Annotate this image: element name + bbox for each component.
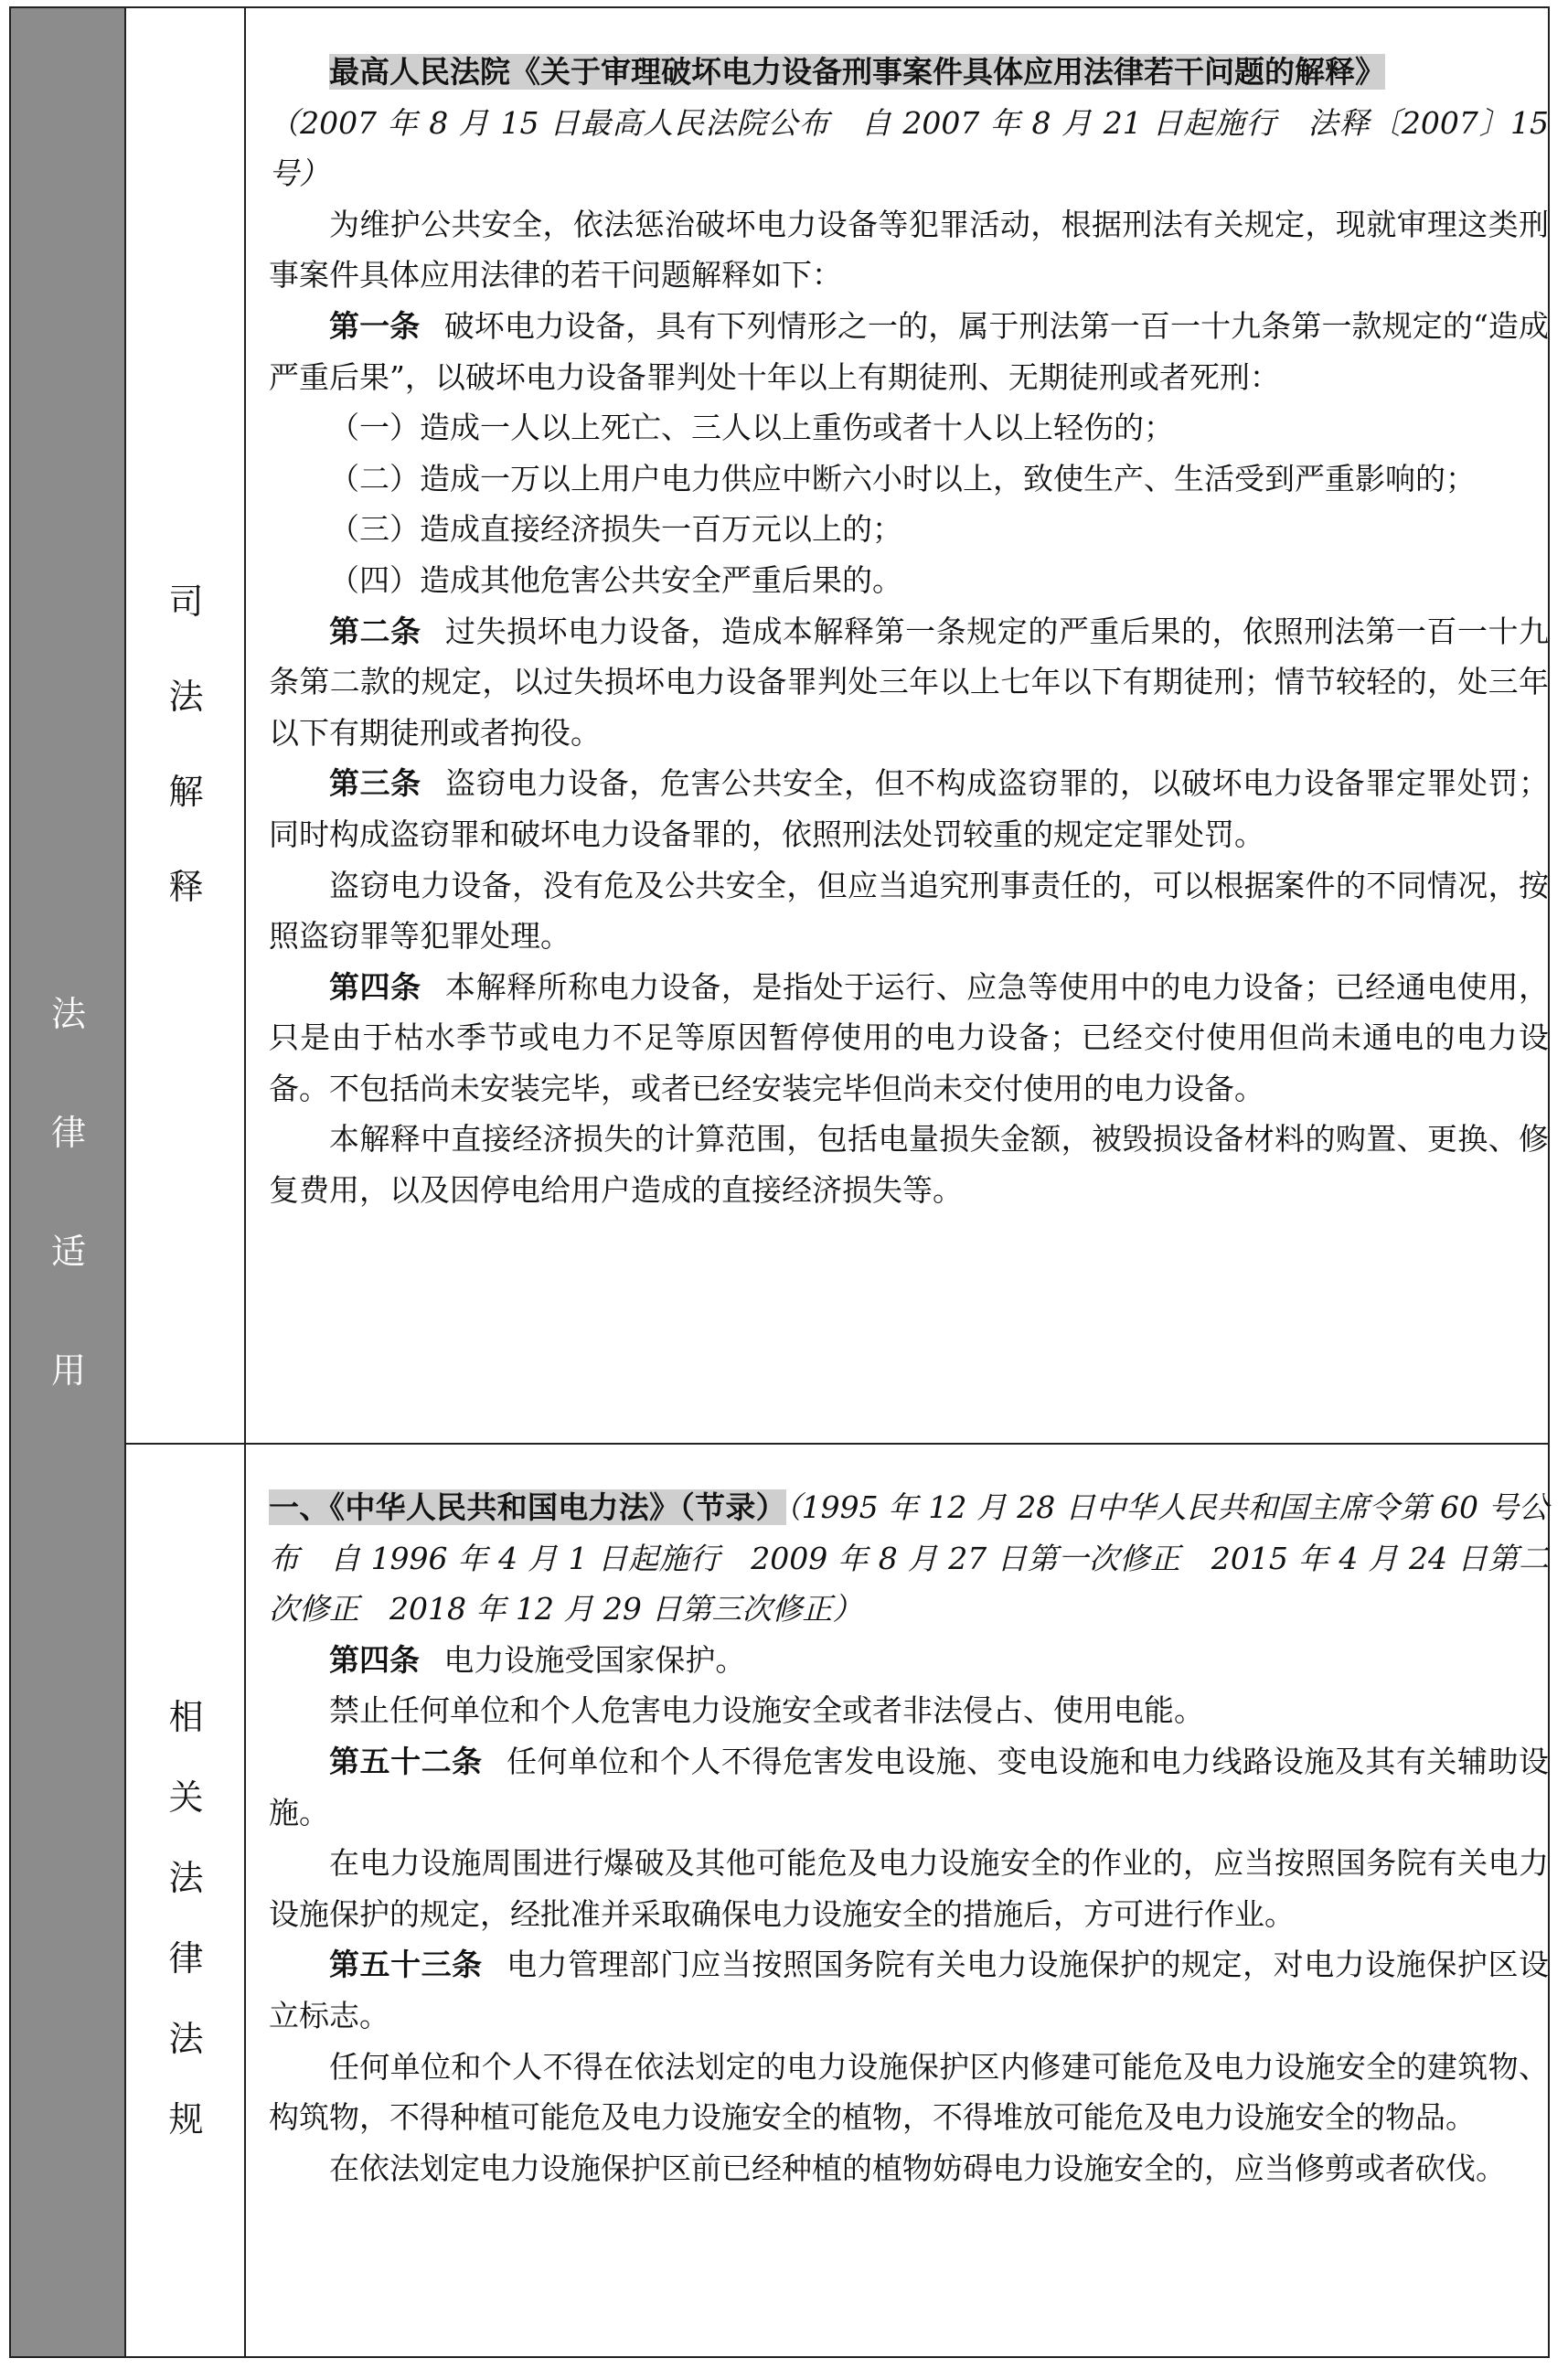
section2-article-4: 第四条 电力设施受国家保护。 <box>329 1641 746 1678</box>
article-label: 第二条 <box>329 613 421 649</box>
list-item: （四）造成其他危害公共安全严重后果的。 <box>329 561 902 598</box>
section2-label: 相 关 法 律 法 规 <box>168 1697 204 2140</box>
section2-article-52: 第五十二条 任何单位和个人不得危害发电设施、变电设施和电力线路设施及其有关辅助设施。 <box>269 1743 1550 1830</box>
section1-intro: 为维护公共安全，依法惩治破坏电力设备等犯罪活动，根据刑法有关规定，现就审理这类刑事案件具体应用法律的若干问题解释如下： <box>269 206 1549 293</box>
section1-article-2: 第二条 过失损坏电力设备，造成本解释第一条规定的严重后果的，依照刑法第一百一十九条第二款的规定，以过失损坏电力设备罪判处三年以上七年以下有期徒刑；情节较轻的，处三年以下有期徒刑或者拘役。 <box>269 613 1550 751</box>
section2-content <box>269 1482 1549 2193</box>
section1-label: 司 法 解 释 <box>168 582 204 907</box>
law-table <box>9 6 1550 2358</box>
section2-article-53-para: 任何单位和个人不得在依法划定的电力设施保护区内修建可能危及电力设施安全的建筑物、构筑物，不得种植可能危及电力设施安全的植物，不得堆放可能危及电力设施安全的物品。 <box>269 2048 1549 2136</box>
section2-article-53-para: 在依法划定电力设施保护区前已经种植的植物妨碍电力设施安全的，应当修剪或者砍伐。 <box>329 2150 1506 2186</box>
row-divider <box>126 1443 1550 1445</box>
outer-category-column <box>11 8 126 2356</box>
section1-article-4: 第四条 本解释所称电力设备，是指处于运行、应急等使用中的电力设备；已经通电使用，只是由于枯水季节或电力不足等原因暂停使用的电力设备；已经交付使用但尚未通电的电力设备。不包括尚未安装完毕，或者已经安装完毕但尚未交付使用的电力设备。 <box>269 968 1550 1106</box>
article-label: 第五十二条 <box>329 1743 483 1779</box>
section2-article-52-para: 在电力设施周围进行爆破及其他可能危及电力设施安全的作业的，应当按照国务院有关电力设施保护的规定，经批准并采取确保电力设施安全的措施后，方可进行作业。 <box>269 1845 1549 1932</box>
article-label: 第一条 <box>329 307 421 344</box>
list-item: （一）造成一人以上死亡、三人以上重伤或者十人以上轻伤的； <box>329 410 1174 446</box>
section2-article-53: 第五十三条 电力管理部门应当按照国务院有关电力设施保护的规定，对电力设施保护区设立标志。 <box>269 1947 1550 2033</box>
section1-title: 最高人民法院《关于审理破坏电力设备刑事案件具体应用法律若干问题的解释》 <box>329 54 1385 90</box>
list-item: （二）造成一万以上用户电力供应中断六小时以上，致使生产、生活受到严重影响的； <box>329 460 1476 496</box>
section2-title: 一、《中华人民共和国电力法》（节录） <box>269 1489 786 1525</box>
article-label: 第四条 <box>329 968 421 1005</box>
section2-article-4-para: 禁止任何单位和个人危害电力设施安全或者非法侵占、使用电能。 <box>329 1692 1204 1729</box>
section1-article-3-para: 盗窃电力设备，没有危及公共安全，但应当追究刑事责任的，可以根据案件的不同情况，按照盗窃罪等犯罪处理。 <box>269 867 1549 955</box>
list-item: （三）造成直接经济损失一百万元以上的； <box>329 511 902 548</box>
article-label: 第五十三条 <box>329 1947 483 1983</box>
section1-title-line <box>269 47 1549 98</box>
article-label: 第三条 <box>329 765 421 802</box>
article-label: 第四条 <box>329 1641 420 1678</box>
section1-content <box>269 47 1549 1216</box>
section2-heading <box>269 1482 1549 1635</box>
outer-category-label: 法 律 适 用 <box>50 994 86 1391</box>
section1-article-3: 第三条 盗窃电力设备，危害公共安全，但不构成盗窃罪的，以破坏电力设备罪定罪处罚；同时构成盗窃罪和破坏电力设备罪的，依照刑法处罚较重的规定定罪处罚。 <box>269 765 1550 852</box>
section1-article-4-para: 本解释中直接经济损失的计算范围，包括电量损失金额，被毁损设备材料的购置、更换、修复费用，以及因停电给用户造成的直接经济损失等。 <box>269 1121 1549 1209</box>
section2-source: （1995 年 12 月 28 日中华人民共和国主席令第 60 号公布 自 1996 年 4 月 1 日起施行 2009 年 8 月 27 日第一次修正 2015 年 4 月 24 日第二次修正 2018 年 12 月 29 日第三次修正） <box>269 1489 1550 1627</box>
section1-article-1: 第一条 破坏电力设备，具有下列情形之一的，属于刑法第一百一十九条第一款规定的“造成严重后果”，以破坏电力设备罪判处十年以上有期徒刑、无期徒刑或者死刑： <box>269 307 1550 395</box>
section1-source: （2007 年 8 月 15 日最高人民法院公布 自 2007 年 8 月 21 日起施行 法释〔2007〕15 号） <box>269 104 1549 192</box>
